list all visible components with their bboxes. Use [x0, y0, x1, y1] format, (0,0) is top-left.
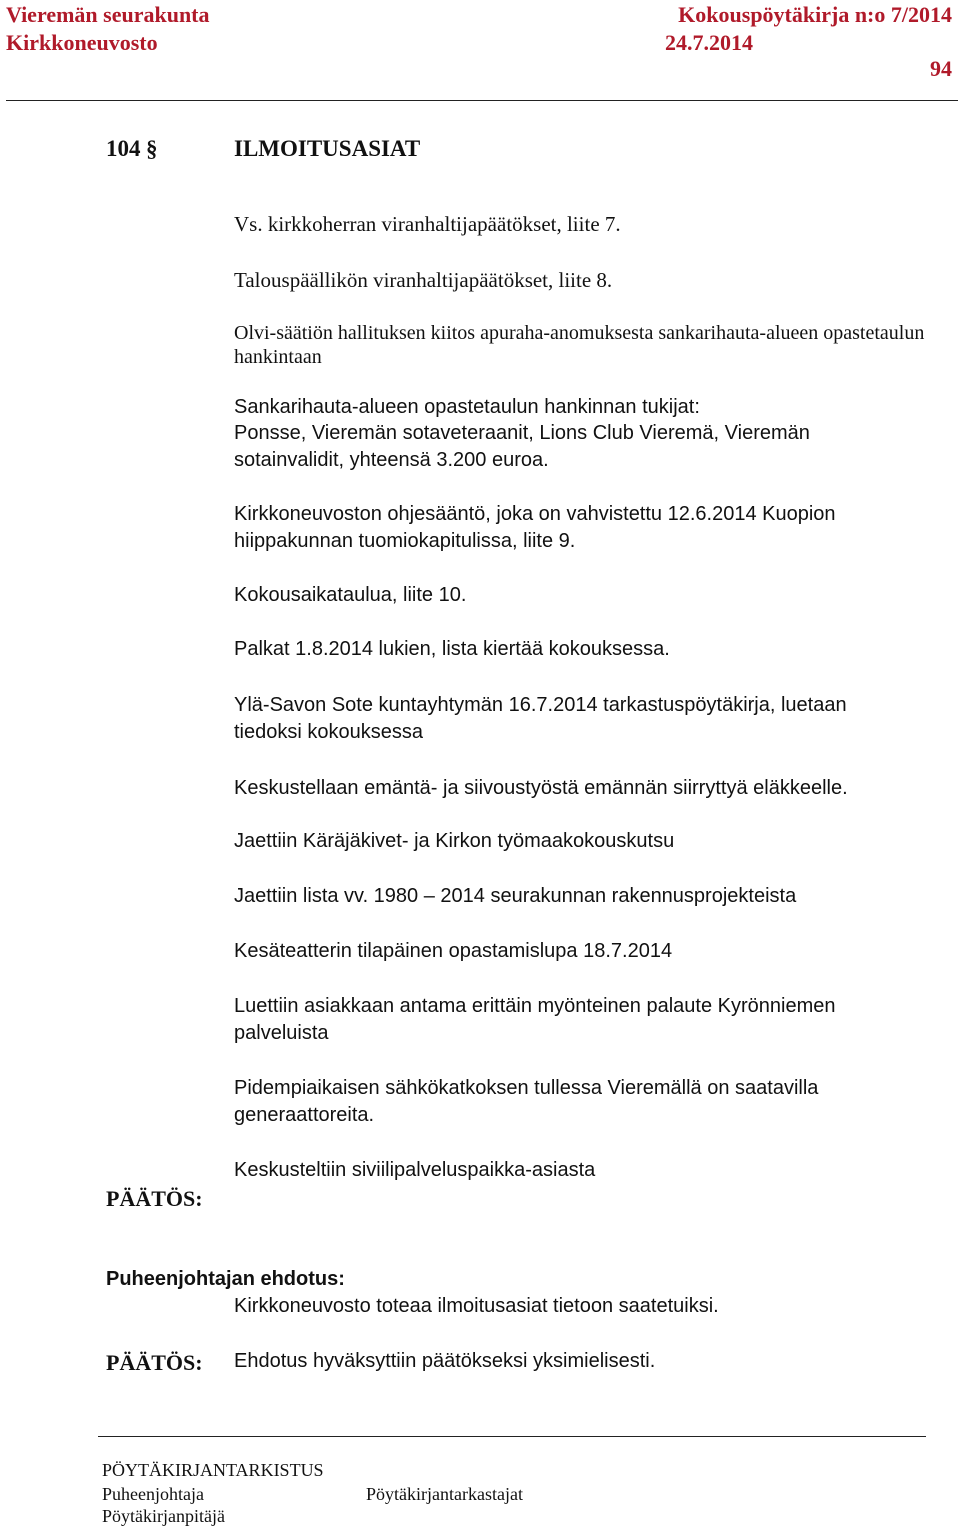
item-13-line-1: Luettiin asiakkaan antama erittäin myönteinen palaute Kyrönniemen: [234, 995, 836, 1017]
final-decision-text: Ehdotus hyväksyttiin päätökseksi yksimielisesti.: [234, 1350, 656, 1372]
item-14-line-2: generaattoreita.: [234, 1104, 375, 1126]
header-doc-type: Kokouspöytäkirja n:o 7/2014: [678, 2, 952, 27]
final-decision-label: PÄÄTÖS:: [106, 1350, 203, 1375]
header-rule: [6, 100, 958, 101]
item-12: Kesäteatterin tilapäinen opastamislupa 18.7.2014: [234, 940, 673, 962]
item-7: Palkat 1.8.2014 lukien, lista kiertää kokouksessa.: [234, 638, 670, 660]
item-8-line-2: tiedoksi kokouksessa: [234, 721, 423, 743]
header-date: 24.7.2014: [665, 30, 753, 55]
proposal-label: Puheenjohtajan ehdotus:: [106, 1268, 345, 1290]
item-3-line-2: hankintaan: [234, 346, 322, 368]
item-4-line-3: sotainvalidit, yhteensä 3.200 euroa.: [234, 449, 549, 471]
footer-secretary: Pöytäkirjanpitäjä: [102, 1506, 225, 1526]
item-5-line-2: hiippakunnan tuomiokapitulissa, liite 9.: [234, 530, 576, 552]
item-1: Vs. kirkkoherran viranhaltijapäätökset, liite 7.: [234, 212, 621, 236]
item-13-line-2: palveluista: [234, 1022, 329, 1044]
footer-title: PÖYTÄKIRJANTARKISTUS: [102, 1460, 324, 1480]
footer-rule: [98, 1436, 926, 1437]
decision-label: PÄÄTÖS:: [106, 1186, 203, 1211]
item-11: Jaettiin lista vv. 1980 – 2014 seurakunnan rakennusprojekteista: [234, 885, 797, 907]
item-4-line-1: Sankarihauta-alueen opastetaulun hankinnan tukijat:: [234, 396, 700, 418]
section-symbol: §: [146, 136, 158, 161]
section-title: ILMOITUSASIAT: [234, 136, 421, 161]
item-10: Jaettiin Käräjäkivet- ja Kirkon työmaakokouskutsu: [234, 830, 675, 852]
header-body: Kirkkoneuvosto: [6, 30, 158, 55]
item-8-line-1: Ylä-Savon Sote kuntayhtymän 16.7.2014 tarkastuspöytäkirja, luetaan: [234, 694, 847, 716]
item-5-line-1: Kirkkoneuvoston ohjesääntö, joka on vahvistettu 12.6.2014 Kuopion: [234, 503, 836, 525]
item-14-line-1: Pidempiaikaisen sähkökatkoksen tullessa Vieremällä on saatavilla: [234, 1077, 819, 1099]
footer-chair: Puheenjohtaja: [102, 1484, 204, 1504]
item-15: Keskusteltiin siviilipalveluspaikka-asiasta: [234, 1159, 596, 1181]
item-3-line-1: Olvi-säätiön hallituksen kiitos apuraha-anomuksesta sankarihauta-alueen opastetaulun: [234, 322, 925, 344]
item-4-line-2: Ponsse, Vieremän sotaveteraanit, Lions Club Vieremä, Vieremän: [234, 422, 810, 444]
proposal-text: Kirkkoneuvosto toteaa ilmoitusasiat tietoon saatetuiksi.: [234, 1295, 719, 1317]
page-number: 94: [930, 56, 952, 81]
footer-checkers: Pöytäkirjantarkastajat: [366, 1484, 523, 1504]
item-9: Keskustellaan emäntä- ja siivoustyöstä emännän siirryttyä eläkkeelle.: [234, 777, 848, 799]
section-number: 104: [106, 136, 141, 161]
item-6: Kokousaikataulua, liite 10.: [234, 584, 467, 606]
header-org: Vieremän seurakunta: [6, 2, 210, 27]
item-2: Talouspäällikön viranhaltijapäätökset, liite 8.: [234, 268, 613, 292]
